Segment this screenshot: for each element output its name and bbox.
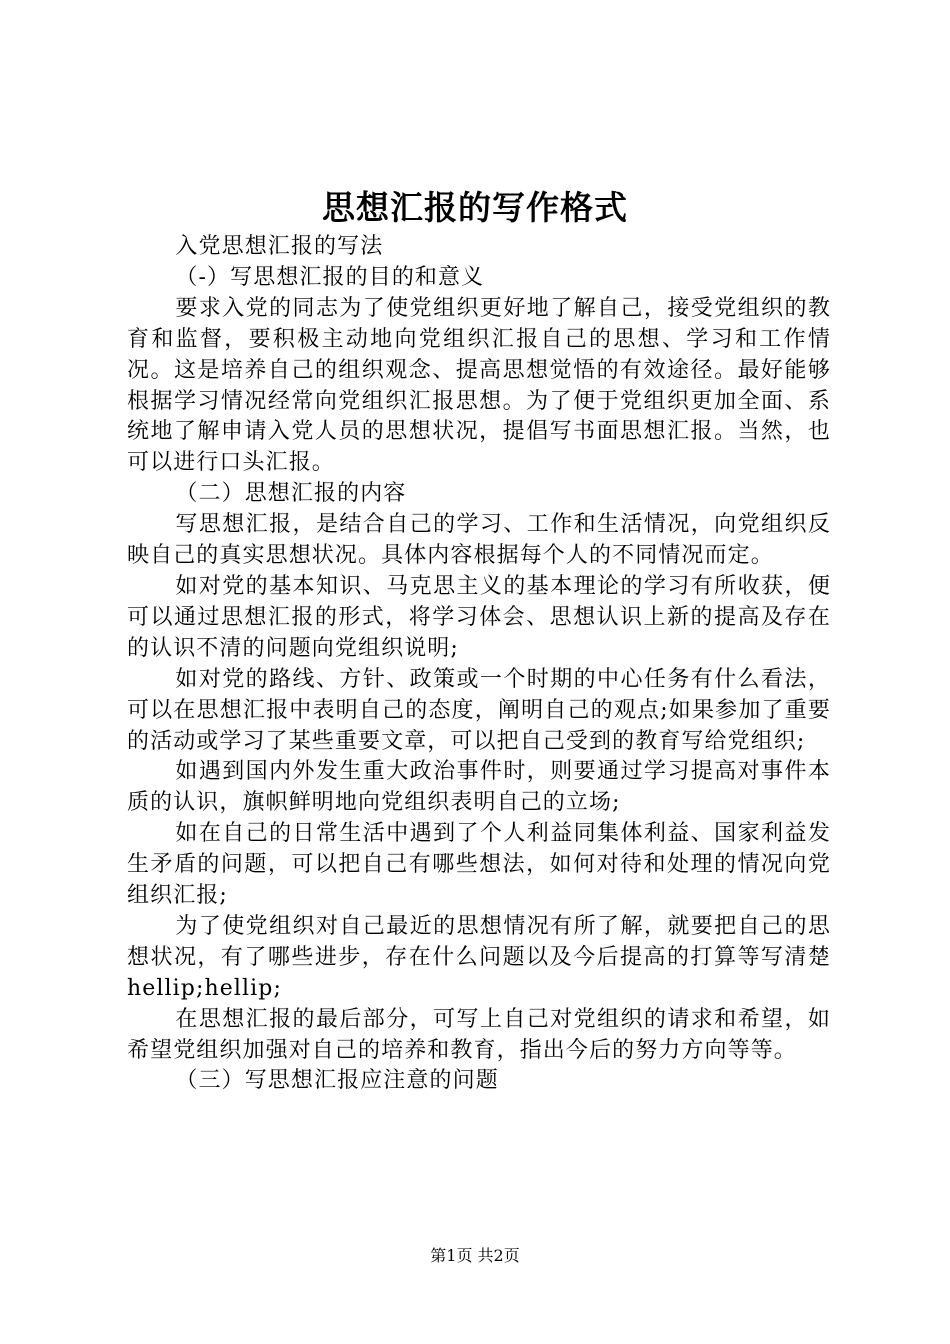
paragraph-content-overview: 写思想汇报，是结合自己的学习、工作和生活情况，向党组织反映自己的真实思想状况。具体内容根据每个人的不同情况而定。 — [127, 512, 831, 569]
paragraph-recent-thoughts: 为了使党组织对自己最近的思想情况有所了解，就要把自己的思想状况，有了哪些进步，存在什么问题以及今后提高的打算等写清楚hellip;hellip; — [127, 913, 831, 1001]
paragraph-learning: 如对党的基本知识、马克思主义的基本理论的学习有所收获，便可以通过思想汇报的形式，将学习体会、思想认识上新的提高及存在的认识不清的问题向党组织说明; — [127, 573, 831, 661]
page-title: 思想汇报的写作格式 — [322, 188, 628, 227]
paragraph-requests: 在思想汇报的最后部分，可写上自己对党组织的请求和希望，如希望党组织加强对自己的培养和教育，指出今后的努力方向等等。 — [127, 1006, 831, 1063]
intro-heading: 入党思想汇报的写法 — [175, 234, 384, 259]
document-body — [127, 232, 831, 1097]
paragraph-political-events: 如遇到国内外发生重大政治事件时，则要通过学习提高对事件本质的认识，旗帜鲜明地向党组织表明自己的立场; — [127, 759, 831, 816]
section-heading-3: （三）写思想汇报应注意的问题 — [175, 1068, 499, 1094]
section-heading-2: （二）思想汇报的内容 — [175, 481, 407, 507]
paragraph-purpose: 要求入党的同志为了使党组织更好地了解自己，接受党组织的教育和监督，要积极主动地向党组织汇报自己的思想、学习和工作情况。这是培养自己的组织观念、提高思想觉悟的有效途径。最好能够根据学习情况经常向党组织汇报思想。为了便于党组织更加全面、系统地了解申请入党人员的思想状况，提倡写书面思想汇报。当然，也可以进行口头汇报。 — [127, 295, 831, 476]
paragraph-personal-interests: 如在自己的日常生活中遇到了个人利益同集体利益、国家利益发生矛盾的问题，可以把自己有哪些想法，如何对待和处理的情况向党组织汇报; — [127, 821, 831, 909]
section-heading-1: （-）写思想汇报的目的和意义 — [175, 264, 485, 290]
paragraph-policy-views: 如对党的路线、方针、政策或一个时期的中心任务有什么看法，可以在思想汇报中表明自己的态度，阐明自己的观点;如果参加了重要的活动或学习了某些重要文章，可以把自己受到的教育写给党组织; — [127, 666, 831, 754]
page-footer: 第1页 共2页 — [430, 1246, 520, 1265]
